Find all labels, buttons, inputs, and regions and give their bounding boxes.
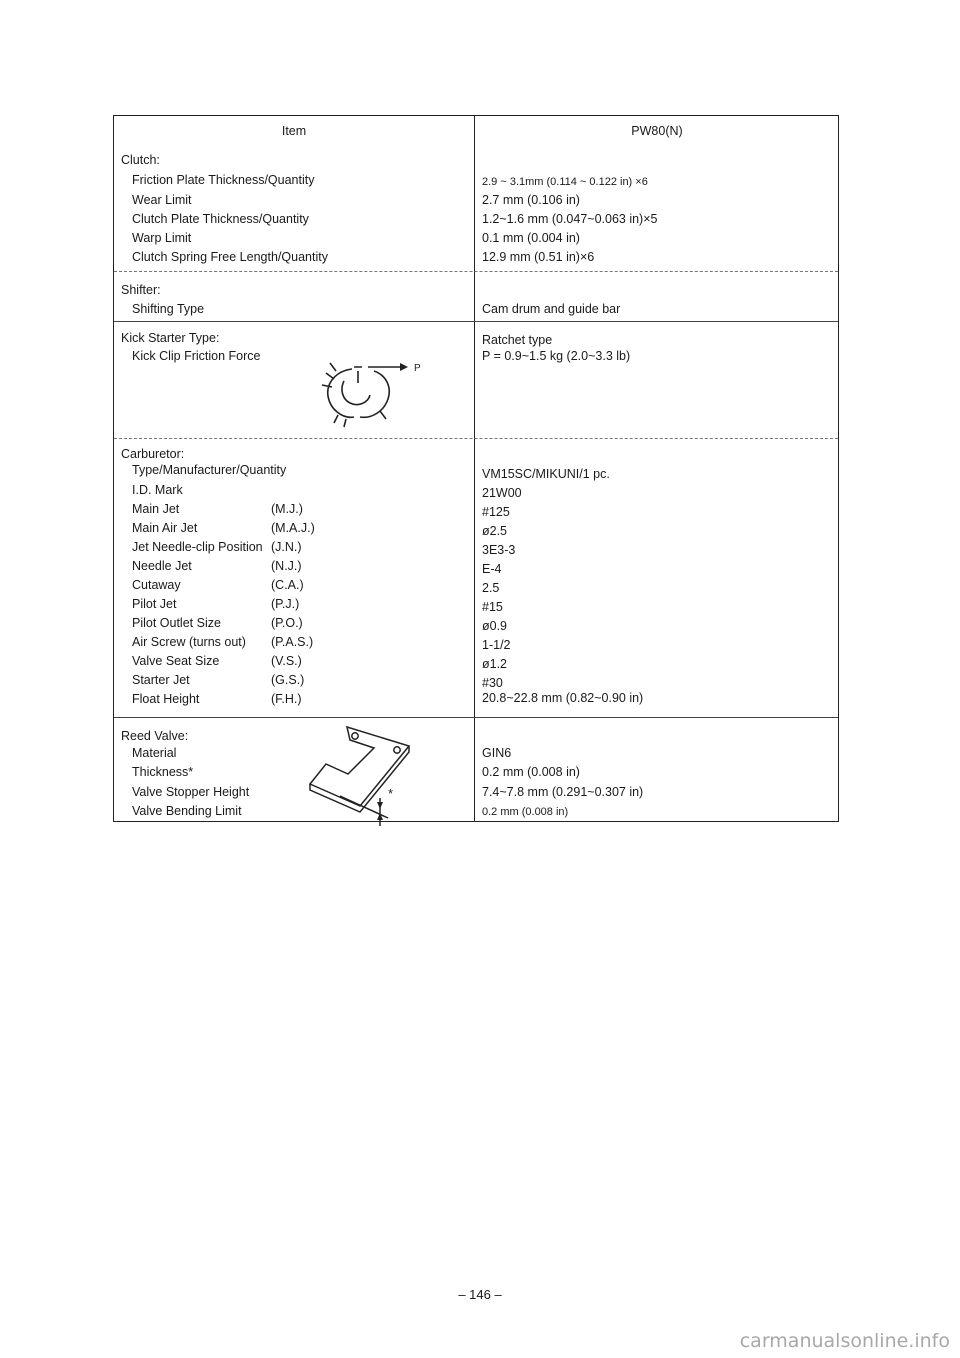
page-number: – 146 –	[458, 1287, 502, 1302]
carb-row-label: Main Air Jet	[132, 521, 198, 535]
reed-row-label: Thickness*	[132, 765, 194, 779]
kick-clip-diagram	[314, 341, 434, 431]
clutch-row-label: Clutch Plate Thickness/Quantity	[132, 212, 309, 226]
carb-row-label: Cutaway	[132, 578, 181, 592]
carb-row-label: I.D. Mark	[132, 483, 183, 497]
carb-row-abbr: (P.J.)	[271, 597, 300, 611]
reed-row-value: 7.4~7.8 mm (0.291~0.307 in)	[482, 785, 644, 799]
clutch-row-value: 2.9 ~ 3.1mm (0.114 ~ 0.122 in) ×6	[482, 176, 648, 188]
carb-row-value: 21W00	[482, 486, 522, 500]
clutch-row-label: Warp Limit	[132, 231, 192, 245]
watermark: carmanualsonline.info	[739, 1330, 950, 1352]
carb-row-label: Jet Needle-clip Position	[132, 540, 263, 554]
carb-row-value: #125	[482, 505, 510, 519]
carb-row-abbr: (F.H.)	[271, 692, 302, 706]
carb-row-label: Main Jet	[132, 502, 180, 516]
shifter-section-title: Shifter:	[121, 283, 161, 297]
clutch-row-value: 1.2~1.6 mm (0.047~0.063 in)×5	[482, 212, 658, 226]
carb-row-value: ø2.5	[482, 524, 508, 538]
shifter-row-value: Cam drum and guide bar	[482, 302, 621, 316]
column-divider	[474, 116, 475, 821]
carb-row-label: Pilot Outlet Size	[132, 616, 221, 630]
carb-row-value: 20.8~22.8 mm (0.82~0.90 in)	[482, 691, 644, 705]
carb-row-abbr: (M.A.J.)	[271, 521, 315, 535]
reed-row-value: GIN6	[482, 746, 512, 760]
clutch-section-title: Clutch:	[121, 153, 160, 167]
clutch-row-value: 12.9 mm (0.51 in)×6	[482, 250, 595, 264]
section-divider	[114, 717, 838, 718]
reed-row-label: Material	[132, 746, 177, 760]
carb-row-label: Valve Seat Size	[132, 654, 220, 668]
carb-row-abbr: (N.J.)	[271, 559, 302, 573]
reed-row-value: 0.2 mm (0.008 in)	[482, 765, 580, 779]
carb-row-abbr: (G.S.)	[271, 673, 305, 687]
reed-row-label: Valve Bending Limit	[132, 804, 242, 818]
spec-table	[113, 115, 839, 822]
carb-row-value: E-4	[482, 562, 502, 576]
carb-row-label: Needle Jet	[132, 559, 192, 573]
carb-row-label: Float Height	[132, 692, 200, 706]
carb-row-label: Type/Manufacturer/Quantity	[132, 463, 287, 477]
carb-section-title: Carburetor:	[121, 447, 185, 461]
carb-row-value: VM15SC/MIKUNI/1 pc.	[482, 467, 610, 481]
carb-row-value: ø0.9	[482, 619, 508, 633]
section-divider	[114, 438, 838, 439]
carb-row-value: ø1.2	[482, 657, 508, 671]
clutch-row-value: 0.1 mm (0.004 in)	[482, 231, 580, 245]
clutch-row-label: Friction Plate Thickness/Quantity	[132, 173, 315, 187]
model-column-header: PW80(N)	[631, 124, 683, 138]
shifter-row-label: Shifting Type	[132, 302, 205, 316]
carb-row-abbr: (P.O.)	[271, 616, 303, 630]
carb-row-abbr: (V.S.)	[271, 654, 302, 668]
kick-row-value: P = 0.9~1.5 kg (2.0~3.3 lb)	[482, 349, 631, 363]
reed-section-title: Reed Valve:	[121, 729, 189, 743]
kick-type-value: Ratchet type	[482, 333, 553, 347]
carb-row-value: #15	[482, 600, 503, 614]
kick-row-label: Kick Clip Friction Force	[132, 349, 261, 363]
carb-row-label: Starter Jet	[132, 673, 190, 687]
reed-diagram-label: *	[388, 786, 394, 801]
reed-row-value: 0.2 mm (0.008 in)	[482, 806, 569, 818]
clutch-row-label: Clutch Spring Free Length/Quantity	[132, 250, 328, 264]
kick-diagram-label: P	[414, 363, 421, 374]
section-divider	[114, 271, 838, 272]
clutch-row-value: 2.7 mm (0.106 in)	[482, 193, 580, 207]
carb-row-abbr: (M.J.)	[271, 502, 303, 516]
carb-row-value: 2.5	[482, 581, 500, 595]
carb-row-abbr: (J.N.)	[271, 540, 302, 554]
carb-row-abbr: (C.A.)	[271, 578, 304, 592]
section-divider	[114, 321, 838, 322]
clutch-row-label: Wear Limit	[132, 193, 192, 207]
carb-row-abbr: (P.A.S.)	[271, 635, 314, 649]
carb-row-label: Air Screw (turns out)	[132, 635, 246, 649]
reed-row-label: Valve Stopper Height	[132, 785, 250, 799]
reed-valve-diagram	[304, 724, 414, 824]
kick-section-title: Kick Starter Type:	[121, 331, 220, 345]
carb-row-value: 1-1/2	[482, 638, 511, 652]
item-column-header: Item	[281, 124, 307, 138]
carb-row-label: Pilot Jet	[132, 597, 177, 611]
carb-row-value: 3E3-3	[482, 543, 516, 557]
carb-row-value: #30	[482, 676, 503, 690]
